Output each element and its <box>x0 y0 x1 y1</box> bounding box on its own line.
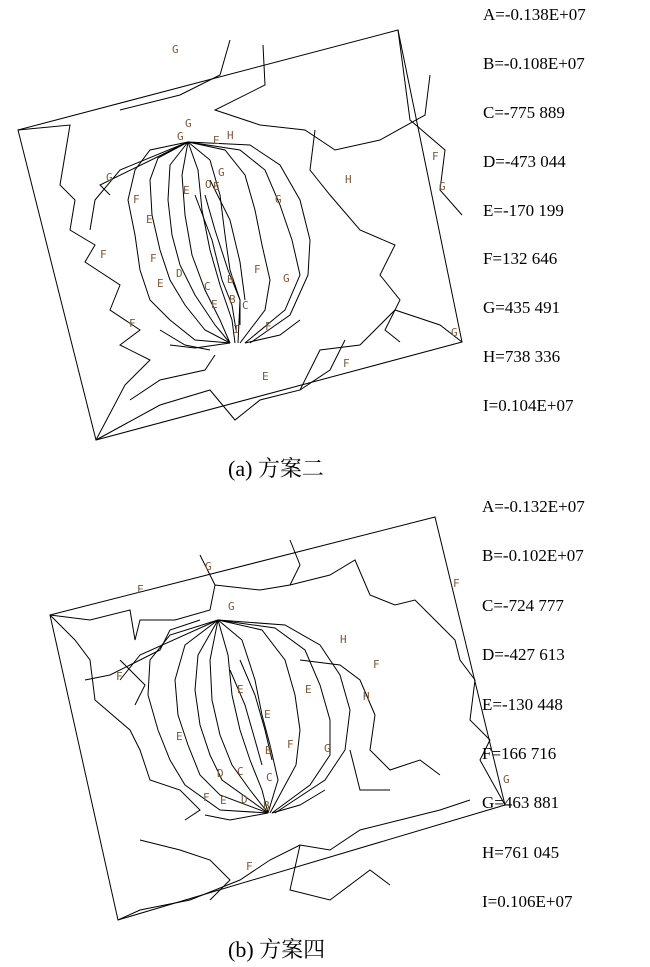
legend-entry: C=-724 777 <box>482 595 564 615</box>
figure-caption-b: (b) 方案四 <box>228 937 326 962</box>
contour-label: F <box>343 357 350 370</box>
contour-label: E <box>237 683 244 696</box>
contour-label: F <box>453 577 460 590</box>
contour-label: F <box>254 263 261 276</box>
contour-label: F <box>287 738 294 751</box>
contour-label: E <box>176 730 183 743</box>
contour-label: F <box>246 860 253 873</box>
contour-label: F <box>432 150 439 163</box>
contour-label: F <box>129 317 136 330</box>
legend-a <box>483 5 586 445</box>
contour-label: B <box>229 293 236 306</box>
contour-label: G <box>218 166 225 179</box>
legend-entry: A=-0.132E+07 <box>482 497 585 516</box>
legend-entry: I=0.106E+07 <box>482 892 573 912</box>
contour-label: F <box>203 791 210 804</box>
contour-label: E <box>157 277 164 290</box>
contour-label: E <box>146 213 153 226</box>
contour-label: G <box>228 600 235 613</box>
contour-label: G <box>275 193 282 206</box>
legend-entry: I=0.104E+07 <box>483 396 574 416</box>
contour-label: E <box>262 370 269 383</box>
legend-entry: B=-0.108E+07 <box>483 53 585 73</box>
contour-label: E <box>264 708 271 721</box>
legend-entry: E=-170 199 <box>483 200 564 220</box>
contour-label: F <box>133 193 140 206</box>
contour-label: G <box>503 773 510 786</box>
contour-label: C <box>242 299 249 312</box>
contour-label: G <box>106 171 113 184</box>
contour-label: E <box>213 134 220 147</box>
contour-label: E <box>183 184 190 197</box>
contour-label: G <box>172 43 179 56</box>
legend-entry: A=-0.138E+07 <box>483 5 586 24</box>
contour-label: F <box>116 670 123 683</box>
legend-entry: D=-473 044 <box>483 151 566 171</box>
contour-label: O <box>205 178 212 191</box>
contour-label: D <box>241 793 248 806</box>
contour-label: G <box>177 130 184 143</box>
contour-label: G <box>205 560 212 573</box>
legend-entry: B=-0.102E+07 <box>482 546 584 566</box>
contour-label: G <box>324 742 331 755</box>
contour-label: F <box>137 583 144 596</box>
contour-label: D <box>176 267 183 280</box>
contour-label: C <box>266 771 273 784</box>
plot-boundary-a <box>18 30 462 440</box>
legend-entry: C=-775 889 <box>483 102 565 122</box>
contour-label: E <box>305 683 312 696</box>
legend-entry: G=463 881 <box>482 793 560 813</box>
contour-label: F <box>150 252 157 265</box>
figure-panel-b <box>0 490 650 967</box>
legend-entry: E=-130 448 <box>482 694 563 714</box>
plot-boundary-b <box>50 517 505 920</box>
contour-label: E <box>211 298 218 311</box>
legend-entry: F=166 716 <box>482 743 557 763</box>
contour-label: B <box>227 273 234 286</box>
contour-label: H <box>227 129 234 142</box>
contour-label: D <box>217 767 224 780</box>
legend-entry: F=132 646 <box>483 249 558 269</box>
legend-entry: D=-427 613 <box>482 645 565 665</box>
contour-label: F <box>100 248 107 261</box>
contour-label: B <box>263 799 270 812</box>
contour-plot-a <box>0 0 480 450</box>
contour-label: B <box>265 744 272 757</box>
contour-label: H <box>363 690 370 703</box>
legend-entry: H=738 336 <box>483 347 561 367</box>
contour-label: C <box>237 765 244 778</box>
contour-label: I <box>233 323 240 336</box>
legend-b <box>482 497 585 942</box>
legend-entry: G=435 491 <box>483 298 561 318</box>
contour-label: E <box>220 794 227 807</box>
contour-label: F <box>265 320 272 333</box>
contour-label: C <box>204 280 211 293</box>
contour-label: G <box>439 180 446 193</box>
contour-label: G <box>451 326 458 339</box>
contour-plot-b <box>0 490 510 930</box>
contour-label: E <box>213 180 220 193</box>
contour-label: G <box>185 117 192 130</box>
figure-caption-a: (a) 方案二 <box>228 456 324 481</box>
contour-label: H <box>340 633 347 646</box>
contour-label: G <box>283 272 290 285</box>
legend-entry: H=761 045 <box>482 842 560 862</box>
contour-label: F <box>373 658 380 671</box>
contour-label: H <box>345 173 352 186</box>
